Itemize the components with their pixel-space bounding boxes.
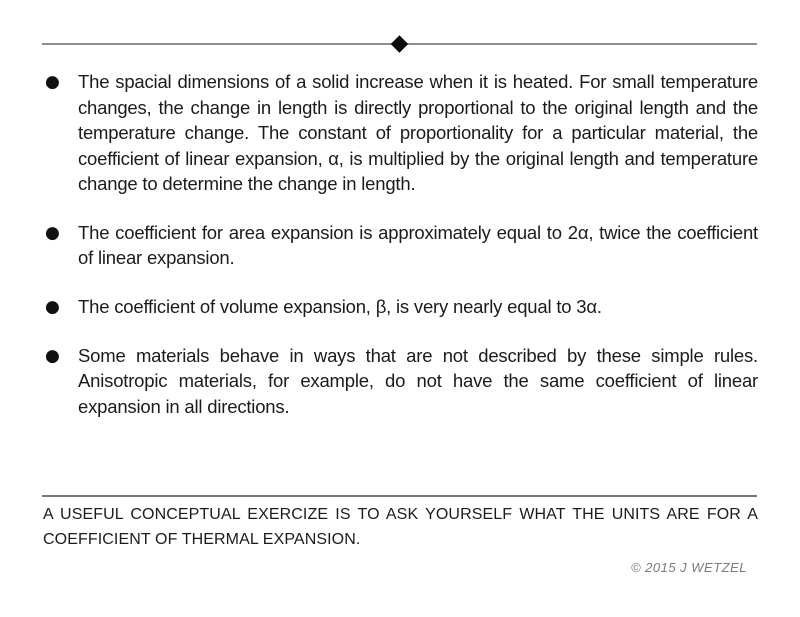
bullet-item — [45, 220, 758, 271]
bullet-item — [45, 343, 758, 420]
diamond-icon: ◆ — [390, 30, 409, 57]
bullet-item — [45, 69, 758, 197]
bullet-icon: ● — [45, 345, 60, 366]
bullet-icon: ● — [45, 222, 60, 243]
bullet-list — [45, 69, 758, 442]
copyright: © 2015 J WETZEL — [630, 560, 747, 575]
bullet-item — [45, 294, 758, 320]
bullet-text-volume-expansion: The coefficient of volume expansion, β, is very nearly equal to 3α. — [78, 295, 602, 317]
bullet-text-area-expansion: The coefficient for area expansion is approximately equal to 2α, twice the coefficient of linear expansion. — [78, 221, 758, 268]
bullet-text-anisotropic-materials: Some materials behave in ways that are not described by these simple rules. Anisotropic materials, for example, do not have the same coefficient of linear expansion in all directions. — [78, 344, 758, 417]
footer-note: A USEFUL CONCEPTUAL EXERCIZE IS TO ASK YOURSELF WHAT THE UNITS ARE FOR A COEFFICIENT OF THERMAL EXPANSION. — [43, 506, 758, 548]
bullet-text-linear-expansion: The spacial dimensions of a solid increase when it is heated. For small temperature changes, the change in length is directly proportional to the original length and the temperature change. The constant of proportionality for a particular material, the coefficient of linear expansion, α, is multiplied by the original length and temperature change to determine the change in length. — [78, 71, 758, 194]
bullet-icon: ● — [45, 296, 60, 317]
header-divider — [42, 30, 757, 57]
bullet-icon: ● — [45, 72, 60, 92]
footer-divider — [42, 495, 757, 497]
